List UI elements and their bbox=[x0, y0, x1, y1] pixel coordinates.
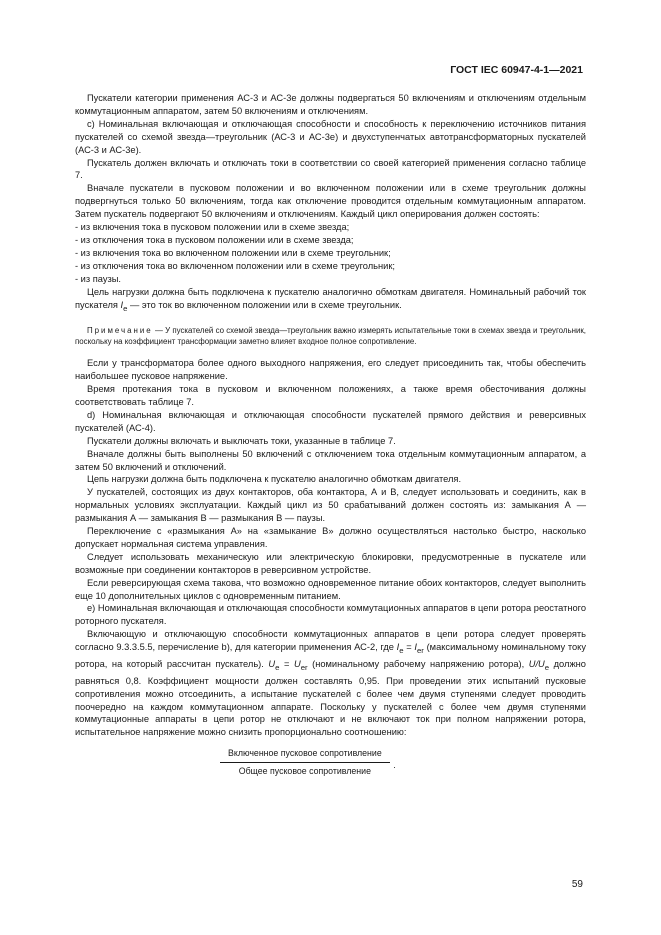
fraction-period: . bbox=[393, 760, 396, 771]
list-item: - из включения тока в пусковом положении или в схеме звезда; bbox=[75, 222, 350, 233]
page-number: 59 bbox=[571, 879, 583, 890]
paragraph: Время протекания тока в пусковом и включенном положениях, а также время обесточивания должны соответствовать таблице 7. bbox=[75, 384, 586, 407]
paragraph: Включающую и отключающую способности коммутационных аппаратов в цепи ротора следует проверять согласно 9.3.3.5.5, перечисление b), для категории применения АС-2, где $I_e = I_{er}$ (максимальному номинальному току ротора, на который рассчитан пускатель). $U_e = U_{er}$ (номинальному рабочему напряжению ротора), $U/U_e$ должно равняться 0,8. Коэффициент мощности должен составлять 0,95. При проведении этих испытаний пусковые сопротивления можно отсоединить, а испытание пускателей с более чем двумя ступенями следует проводить поочередно на каждом коммутационном аппарате. Поскольку у пускателей с более чем двумя ступенями коммутационные аппараты в цепи ротор не отключают и не включают ток при полном напряжении ротора, испытательное напряжение можно снизить пропорционально соотношению: bbox=[75, 629, 586, 738]
note bbox=[75, 325, 586, 347]
list-item: - из паузы. bbox=[75, 273, 121, 284]
list-item: - из включения тока во включенном положении или в схеме треугольник; bbox=[75, 247, 391, 258]
fraction-denominator: Общее пусковое сопротивление bbox=[238, 766, 371, 777]
list-item: - из отключения тока во включенном положении или в схеме треугольник; bbox=[75, 260, 395, 271]
paragraph: Вначале должны быть выполнены 50 включений с отключением тока отдельным коммутационным аппаратом, а затем 50 включений и отключений. bbox=[75, 448, 586, 472]
fraction-numerator: Включенное пусковое сопротивление bbox=[220, 747, 390, 763]
list-item: - из отключения тока в пусковом положении или в схеме звезда; bbox=[75, 234, 354, 245]
note-label: Примечание bbox=[87, 326, 153, 336]
paragraph: c) Номинальная включающая и отключающая способности и способность к переключению источников питания пускателей со схемой звезда—треугольник (АС-3 и АС-3е) и двухступенчатых автотрансформаторных пускателей (АС-3 и АС-3е). bbox=[75, 118, 586, 155]
paragraph: Вначале пускатели в пусковом положении и во включенном положении или в схеме треугольник должны подвергнуться только 50 включениям, тогда как отключение проводится отдельным коммутационным аппаратом. Затем пускатель подвергают 50 включениям и отключениям. Каждый цикл оперирования должен состоять: bbox=[75, 183, 586, 220]
paragraph: Если у трансформатора более одного выходного напряжения, его следует присоединить так, чтобы обеспечить наибольшее пусковое напряжение. bbox=[75, 358, 586, 382]
paragraph: Пускатель должен включать и отключать токи в соответствии со своей категорией применения согласно таблице 7. bbox=[75, 157, 586, 181]
paragraph: d) Номинальная включающая и отключающая способности пускателей прямого действия и реверсивных пускателей (АС-4). bbox=[75, 409, 586, 433]
page-body bbox=[75, 92, 586, 778]
document-header: ГОСТ IEC 60947-4-1—2021 bbox=[450, 64, 583, 76]
paragraph: У пускателей, состоящих из двух контакторов, оба контактора, А и В, следует использовать и соединить, как в нормальных условиях эксплуатации. Каждый цикл из 50 срабатываний должен состоять из: замыкания А — размыкания А — замыкания В — размыкания В — паузы. bbox=[75, 487, 586, 524]
note-text: — У пускателей со схемой звезда—треугольник важно измерять испытательные токи в схемах звезда и треугольник, поскольку на коэффициент трансформации заметно влияет входное полное сопротивление. bbox=[75, 326, 587, 347]
paragraph: Цепь нагрузки должна быть подключена к пускателю аналогично обмоткам двигателя. bbox=[87, 474, 462, 485]
paragraph: Цель нагрузки должна быть подключена к пускателю аналогично обмоткам двигателя. Номинальный рабочий ток пускателя $I_e$ — это ток во включенном положении или в схеме треугольник. bbox=[75, 286, 586, 313]
paragraph: Переключение с «размыкания А» на «замыкание В» должно осуществляться настолько быстро, насколько допускает нормальная система управления. bbox=[75, 526, 586, 549]
paragraph: Пускатели категории применения АС-3 и АС-3е должны подвергаться 50 включениям и отключениям отдельным коммутационным аппаратом, затем 50 включениям и отключениям. bbox=[75, 93, 586, 116]
paragraph: e) Номинальная включающая и отключающая способности коммутационных аппаратов в цепи ротора реостатного роторного пускателя. bbox=[75, 603, 586, 627]
ratio-formula bbox=[75, 747, 586, 778]
paragraph: Пускатели должны включать и выключать токи, указанные в таблице 7. bbox=[87, 435, 396, 446]
paragraph: Следует использовать механическую или электрическую блокировки, предусмотренные в пускателе или возможные при соединении контакторов в реверсивном устройстве. bbox=[75, 551, 586, 575]
paragraph: Если реверсирующая схема такова, что возможно одновременное питание обоих контакторов, следует выполнить еще 10 дополнительных циклов с одновременным питанием. bbox=[75, 577, 586, 601]
